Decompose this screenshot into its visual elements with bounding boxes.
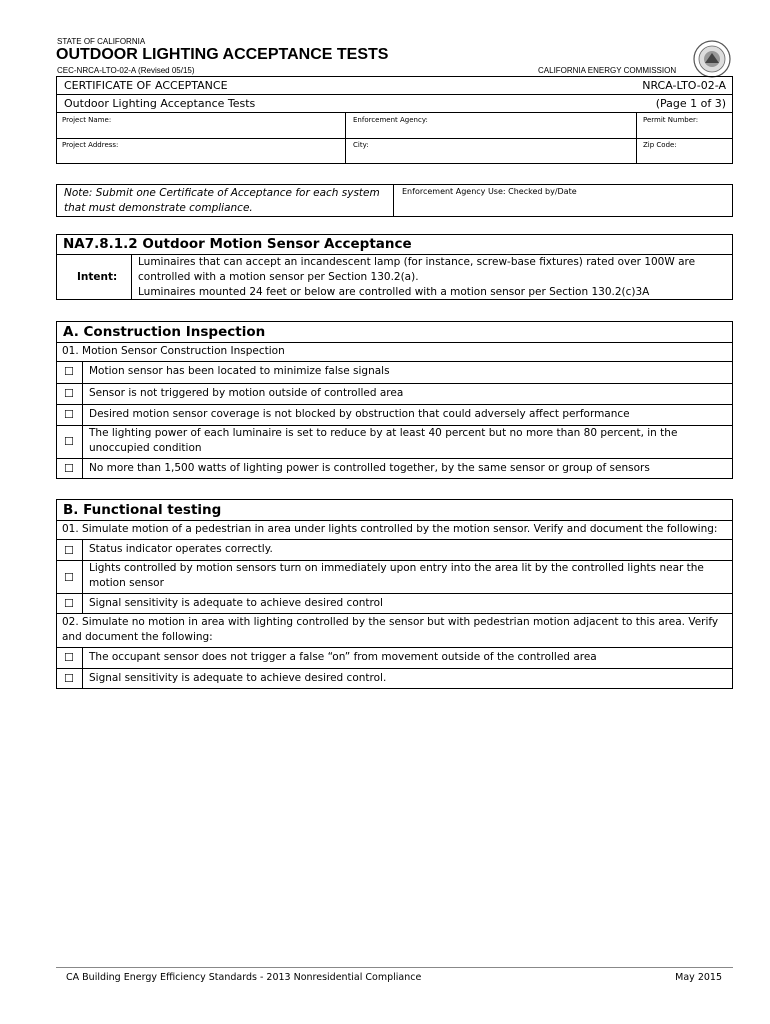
checkbox-a1[interactable]: ☐ [64,365,74,378]
state-label: STATE OF CALIFORNIA [57,37,146,46]
state-seal-icon [693,40,731,78]
checkbox-a5[interactable]: ☐ [64,462,74,475]
section-a-item: Sensor is not triggered by motion outside of controlled area [89,387,404,399]
permit-number-label: Permit Number: [643,116,699,124]
section-b-title: B. Functional testing [63,502,222,518]
footer-date: May 2015 [675,972,722,983]
checkbox-b5[interactable]: ☐ [64,672,74,685]
checkbox-a3[interactable]: ☐ [64,408,74,421]
project-name-label: Project Name: [62,116,112,124]
note-text: Note: Submit one Certificate of Acceptance for each system that must demonstrate compliance. [64,187,380,214]
zip-code-label: Zip Code: [643,141,677,149]
footer-divider [56,967,733,968]
section-a-item: Motion sensor has been located to minimize false signals [89,365,390,377]
agency-use-label: Enforcement Agency Use: Checked by/Date [402,187,577,196]
checkbox-a4[interactable]: ☐ [64,435,74,448]
checkbox-b4[interactable]: ☐ [64,651,74,664]
form-id: NRCA-LTO-02-A [642,79,726,92]
checkbox-b2[interactable]: ☐ [64,571,74,584]
checkbox-b3[interactable]: ☐ [64,597,74,610]
section-b-subtitle-1: 01. Simulate motion of a pedestrian in area under lights controlled by the motion sensor. Verify and document the following: [62,523,718,535]
section-b-subtitle-2: 02. Simulate no motion in area with lighting controlled by the sensor but with pedestrian motion adjacent to this area. Verify and document the following: [62,616,719,643]
section-b-item: The occupant sensor does not trigger a false “on” from movement outside of the controlled area [89,651,597,663]
footer-standards: CA Building Energy Efficiency Standards - 2013 Nonresidential Compliance [66,972,422,983]
section-a-item: The lighting power of each luminaire is set to reduce by at least 40 percent but no more than 80 percent, in the unoccupied condition [89,427,678,454]
certificate-subtitle: Outdoor Lighting Acceptance Tests [64,97,256,110]
enforcement-agency-label: Enforcement Agency: [353,116,428,124]
form-title: OUTDOOR LIGHTING ACCEPTANCE TESTS [56,46,389,63]
intent-text: Luminaires that can accept an incandescent lamp (for instance, screw-base fixtures) rated over 100W are controlled with a motion sensor per Section 130.2(a). Luminaires mounted 24 feet or below are controlled with a motion sensor per Section 130.2(c)3A [138,256,696,298]
checkbox-b1[interactable]: ☐ [64,544,74,557]
section-b-item: Lights controlled by motion sensors turn on immediately upon entry into the area lit by the controlled lights near the motion sensor [89,562,704,589]
section-b-item: Signal sensitivity is adequate to achieve desired control [89,597,383,609]
city-label: City: [353,141,369,149]
page-number: (Page 1 of 3) [655,97,726,110]
section-b-item: Signal sensitivity is adequate to achieve desired control. [89,672,387,684]
section-a-item: No more than 1,500 watts of lighting power is controlled together, by the same sensor or group of sensors [89,462,650,474]
section-a-subtitle: 01. Motion Sensor Construction Inspection [62,345,285,357]
intent-label: Intent: [77,271,118,283]
checkbox-a2[interactable]: ☐ [64,387,74,400]
section-a-item: Desired motion sensor coverage is not blocked by obstruction that could adversely affect performance [89,408,630,420]
certificate-label: CERTIFICATE OF ACCEPTANCE [64,79,228,92]
form-revision: CEC-NRCA-LTO-02-A (Revised 05/15) [57,66,195,75]
na-section-title: NA7.8.1.2 Outdoor Motion Sensor Acceptance [63,236,412,252]
section-b-item: Status indicator operates correctly. [89,543,273,555]
project-address-label: Project Address: [62,141,119,149]
agency-name: CALIFORNIA ENERGY COMMISSION [538,66,677,75]
section-a-title: A. Construction Inspection [63,324,266,340]
